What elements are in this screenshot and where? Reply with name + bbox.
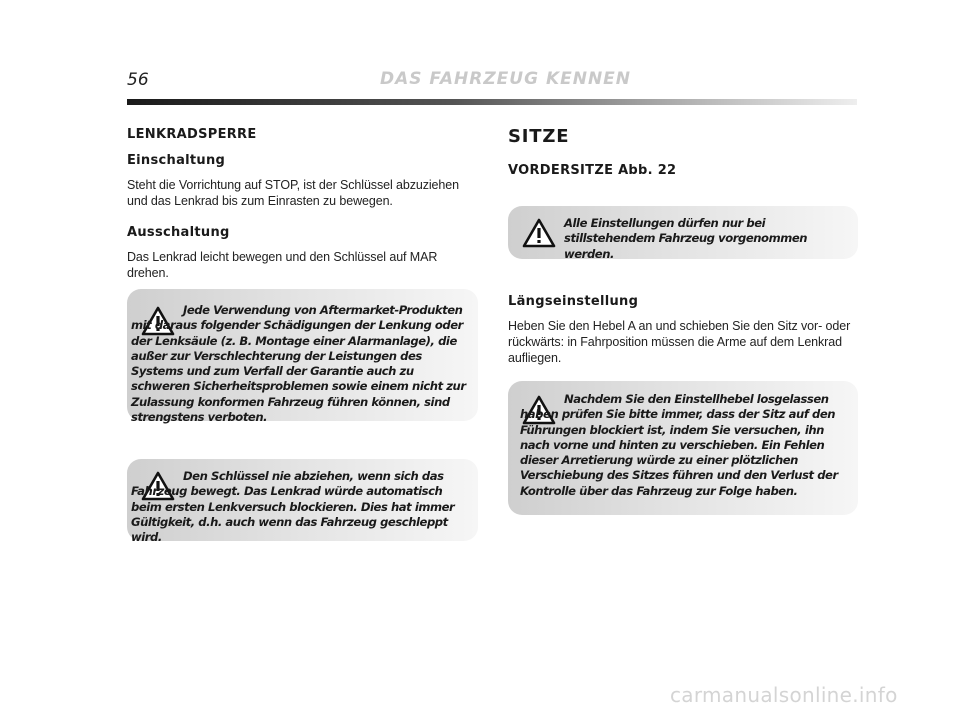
- subheading-einschaltung: Einschaltung: [127, 153, 226, 168]
- subheading-laengseinstellung: Längseinstellung: [508, 294, 639, 309]
- paragraph-ausschaltung: Das Lenkrad leicht bewegen und den Schlüssel auf MAR drehen.: [127, 250, 438, 280]
- subheading-ausschaltung: Ausschaltung: [127, 225, 230, 240]
- page-number: 56: [127, 70, 149, 90]
- watermark: carmanualsonline.info: [670, 683, 898, 707]
- running-title: DAS FAHRZEUG KENNEN: [380, 69, 632, 89]
- paragraph-einschaltung: Steht die Vorrichtung auf STOP, ist der Schlüssel abzuziehen und das Lenkrad bis zum Einrasten zu bewegen.: [127, 178, 459, 208]
- warning-triangle-icon: [522, 218, 556, 248]
- subheading-vordersitze: VORDERSITZE Abb. 22: [508, 163, 677, 178]
- warning-text-key: Den Schlüssel nie abziehen, wenn sich das Fahrzeug bewegt. Das Lenkrad würde automatisch beim ersten Lenkversuch blockieren. Dies hat immer Gültigkeit, d.h. auch wenn das Fahrzeug geschleppt wird.: [131, 469, 455, 545]
- header-rule: [127, 99, 857, 105]
- warning-text-einstellhebel: Nachdem Sie den Einstellhebel losgelassen haben prüfen Sie bitte immer, dass der Sitz auf den Führungen blockiert ist, indem Sie versuchen, ihn nach vorne und hinten zu verschieben. Ein Fehlen dieser Arretierung würde zu einer plötzlichen Verschiebung des Sitzes führen und den Verlust der Kontrolle über das Fahrzeug zur Folge haben.: [520, 392, 838, 498]
- warning-box-key: [127, 459, 478, 545]
- warning-text-aftermarket: Jede Verwendung von Aftermarket-Produkten mit daraus folgender Schädigungen der Lenkung oder der Lenksäule (z. B. Montage einer Alarmanlage), die außer zur Verschlechterung der Leistungen des Systems und zum Verfall der Garantie auch zu schweren Sicherheitsproblemen sowie einem nicht zur Zulassung konformen Fahrzeug führen können, sind strengstens verboten.: [131, 303, 466, 425]
- warning-text-stillstand: Alle Einstellungen dürfen nur bei stillstehendem Fahrzeug vorgenommen werden.: [564, 216, 808, 261]
- paragraph-laengseinstellung: Heben Sie den Hebel A an und schieben Sie den Sitz vor- oder rückwärts: in Fahrposition müssen die Arme auf dem Lenkrad aufliegen.: [508, 319, 851, 365]
- warning-box-stillstand: [508, 206, 858, 259]
- section-heading-sitze: SITZE: [508, 126, 570, 147]
- warning-box-einstellhebel: [508, 381, 858, 515]
- section-heading-lenkradsperre: LENKRADSPERRE: [127, 127, 257, 142]
- warning-box-aftermarket: [127, 289, 478, 425]
